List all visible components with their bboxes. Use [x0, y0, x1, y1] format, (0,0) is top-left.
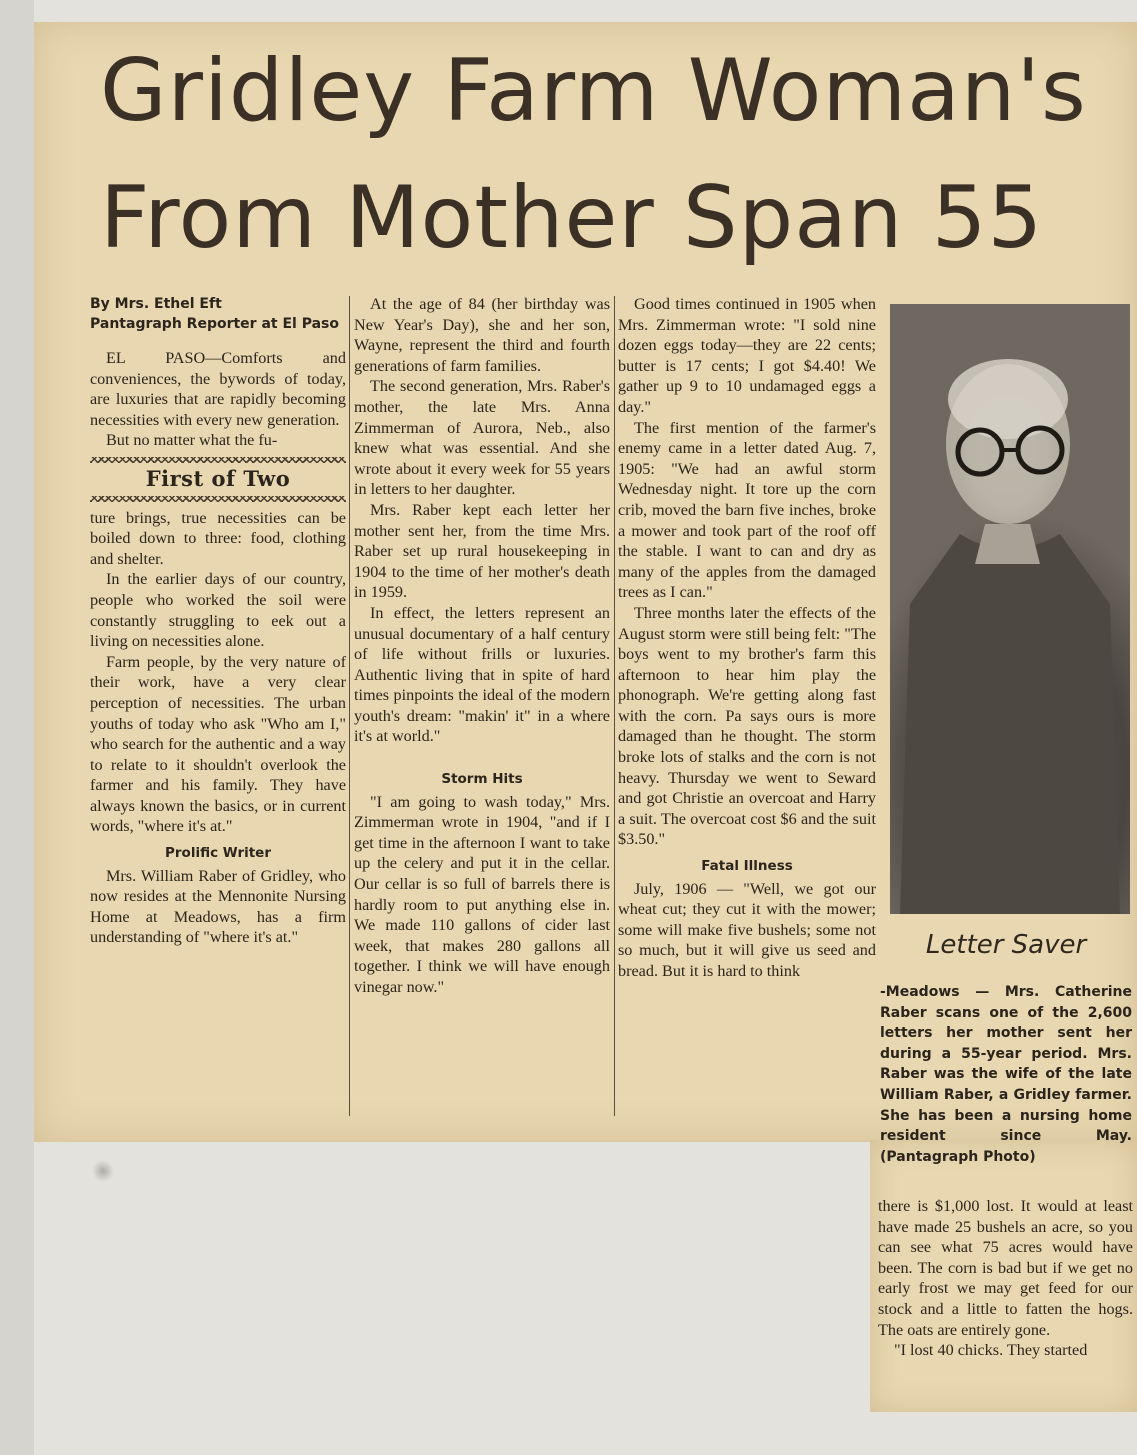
headline-line-2: From Mother Span 55	[100, 168, 1044, 268]
decorative-rule	[90, 496, 346, 502]
paragraph: The second generation, Mrs. Raber's mother, the late Mrs. Anna Zimmerman of Aurora, Neb., also knew what was essential. And she wrote about it every week for 55 years in letters to her daughter.	[354, 377, 610, 499]
paragraph: "I am going to wash today," Mrs. Zimmerman wrote in 1904, "and if I get time in the afternoon I want to take up the celery and put it in the cellar. Our cellar is so full of barrels there is hardly room to put anything else in. We made 110 gallons of cider last week, that makes 280 gallons all together. I think we will have enough vinegar now."	[354, 792, 610, 996]
paragraph: July, 1906 — "Well, we got our wheat cut; they cut it with the mower; some will make five bushels; some not so much, but it will give us seed and bread. But it is hard to think	[618, 879, 876, 980]
scan-smudge	[92, 1160, 114, 1182]
paragraph: In effect, the letters represent an unusual documentary of a half century of life without frills or luxuries. Authentic living that in spite of hard times pinpoints the ideal of the modern youth's dream: "makin' it" in a where it's at world."	[354, 603, 610, 746]
column-rule	[614, 296, 615, 1116]
portrait-illustration	[890, 304, 1130, 914]
paragraph: Farm people, by the very nature of their work, have a very clear perception of necessities. The urban youths of today who ask "Who am I," who search for the authentic and a way to relate to it shouldn't overlook the farmer and his family. They have always known the basics, or in current words, "where it's at."	[90, 652, 346, 836]
paragraph: EL PASO—Comforts and conveniences, the bywords of today, are luxuries that are rapidly becoming necessities with every new generation.	[90, 349, 346, 429]
series-label: First of Two	[145, 465, 291, 491]
decorative-rule	[90, 457, 346, 463]
subhead: Storm Hits	[441, 771, 523, 788]
paragraph: In the earlier days of our country, people who worked the soil were constantly struggling to eek out a living on necessities alone.	[90, 570, 346, 651]
paragraph: At the age of 84 (her birthday was New Year's Day), she and her son, Wayne, represent the third and fourth generations of farm families.	[354, 295, 610, 375]
byline-role: Pantagraph Reporter at El Paso	[90, 316, 339, 332]
article-continuation	[878, 1196, 1133, 1361]
subhead: Prolific Writer	[165, 845, 271, 862]
subhead: Fatal Illness	[701, 858, 793, 875]
photo-caption-title: Letter Saver	[925, 930, 1087, 960]
paragraph: But no matter what the fu-	[106, 431, 278, 450]
paragraph: The first mention of the farmer's enemy came in a letter dated Aug. 7, 1905: "We had an awful storm Wednesday night. It tore up the corn crib, moved the barn five inches, broke a mower and took part of the roof off the stable. I want to can and dry as many of the apples from the damaged trees as I can."	[618, 418, 876, 602]
paragraph: Good times continued in 1905 when Mrs. Zimmerman wrote: "I sold nine dozen eggs today—they are 22 cents; butter is 17 cents; I got $4.40! We gather up 9 to 10 undamaged eggs a day."	[618, 295, 876, 416]
scan-edge	[0, 0, 34, 1455]
paragraph: ture brings, true necessities can be boiled down to three: food, clothing and shelter.	[90, 508, 346, 568]
byline	[90, 294, 346, 334]
paragraph: there is $1,000 lost. It would at least have made 25 bushels an acre, so you can see what 75 acres would have been. The corn is bad but if we get no early frost we may get feed for our stock and a little to fatten the hogs. The oats are entirely gone.	[878, 1197, 1133, 1339]
photo-caption: -Meadows — Mrs. Catherine Raber scans one of the 2,600 letters her mother sent her during a 55-year period. Mrs. Raber was the wife of the late William Raber, a Gridley farmer. She has been a nursing home resident since May. (Pantagraph Photo)	[880, 984, 1132, 1165]
column-rule	[349, 296, 350, 1116]
paragraph: "I lost 40 chicks. They started	[894, 1341, 1088, 1360]
article-column-1	[90, 294, 346, 948]
paragraph: Three months later the effects of the August storm were still being felt: "The boys went to my brother's farm this afternoon to hear him play the phonograph. We're getting along fast with the corn. Pa says ours is more damaged than he thought. The storm broke lots of stalks and the corn is not heavy. Thursday we went to Seward and got Christie an overcoat and Harry a suit. The overcoat cost $6 and the suit $3.50."	[618, 603, 876, 849]
headline-line-1: Gridley Farm Woman's	[100, 41, 1087, 141]
byline-author: By Mrs. Ethel Eft	[90, 296, 222, 312]
article-column-3	[618, 294, 876, 982]
article-column-2	[354, 294, 610, 998]
paragraph: Mrs. William Raber of Gridley, who now resides at the Mennonite Nursing Home at Meadows, has a firm understanding of "where it's at."	[90, 866, 346, 947]
portrait-photo	[890, 304, 1130, 914]
paragraph: Mrs. Raber kept each letter her mother sent her, from the time Mrs. Raber set up rural housekeeping in 1904 to the time of her mother's death in 1959.	[354, 500, 610, 602]
